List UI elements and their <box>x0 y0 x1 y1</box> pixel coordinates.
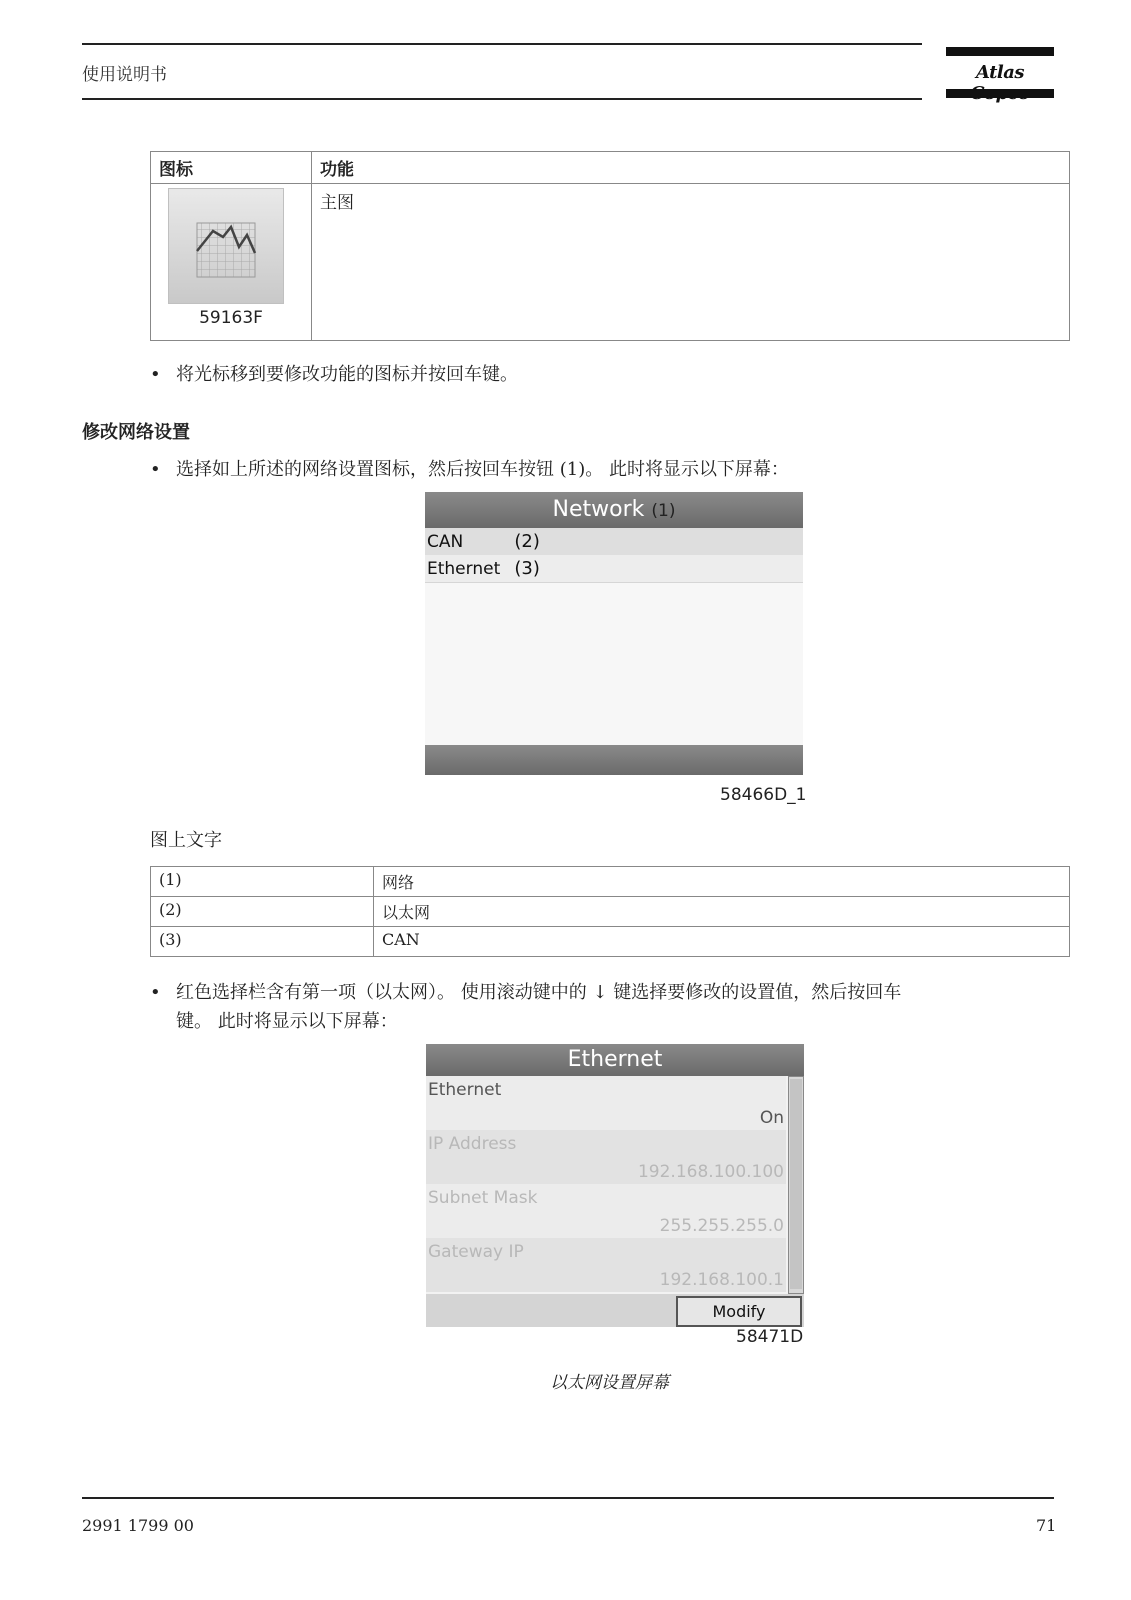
bullet-1: • 将光标移到要修改功能的图标并按回车键。 <box>150 364 518 385</box>
section-title: 修改网络设置 <box>82 422 190 443</box>
atlas-copco-logo <box>946 47 1054 99</box>
ethernet-field-ip-address[interactable] <box>426 1130 786 1184</box>
network-title: Network <box>552 497 645 522</box>
network-screen-footer <box>425 745 803 775</box>
legend-key: (1) <box>151 867 374 897</box>
bullet-3-line-2: 键。 此时将显示以下屏幕： <box>176 1011 398 1032</box>
field-value: 255.255.255.0 <box>659 1216 784 1236</box>
bullet-3: • 红色选择栏含有第一项（以太网）。 使用滚动键中的 ↓ 键选择要修改的设置值，然后按回车 键。 此时将显示以下屏幕： <box>150 982 902 1032</box>
field-value: On <box>759 1108 784 1128</box>
network-screen-code: 58466D_1 <box>720 785 807 805</box>
field-value: 192.168.100.100 <box>637 1162 784 1182</box>
field-label: IP Address <box>428 1134 517 1154</box>
legend-key: (2) <box>151 897 374 927</box>
ethernet-scrollbar[interactable] <box>788 1076 804 1294</box>
ethernet-screen-code: 58471D <box>736 1327 804 1347</box>
footer-page-number: 71 <box>1036 1516 1057 1535</box>
legend-key: (3) <box>151 927 374 957</box>
modify-button[interactable]: Modify <box>676 1296 802 1327</box>
legend-value: CAN <box>374 927 1070 957</box>
network-title-num: (1) <box>651 501 676 521</box>
header-rule-bottom <box>82 98 922 100</box>
bullet-2: • 选择如上所述的网络设置图标，然后按回车按钮 (1)。 此时将显示以下屏幕： <box>150 459 789 480</box>
network-item-label: CAN <box>427 532 464 552</box>
footer-doc-number: 2991 1799 00 <box>82 1516 194 1535</box>
network-screen-header <box>425 492 803 528</box>
network-item-ethernet[interactable] <box>425 555 803 583</box>
ethernet-field-ethernet[interactable] <box>426 1076 786 1130</box>
header-rule-top <box>82 43 922 45</box>
legend-row <box>151 927 1070 957</box>
network-item-num: (3) <box>514 558 540 579</box>
bullet-2-text: 选择如上所述的网络设置图标，然后按回车按钮 (1)。 此时将显示以下屏幕： <box>176 459 789 480</box>
ethernet-field-subnet-mask[interactable] <box>426 1184 786 1238</box>
scrollbar-thumb[interactable] <box>790 1079 802 1289</box>
icon-function-table <box>150 151 1070 341</box>
bullet-1-text: 将光标移到要修改功能的图标并按回车键。 <box>176 364 518 385</box>
field-label: Subnet Mask <box>428 1188 538 1208</box>
legend-title: 图上文字 <box>150 830 222 851</box>
field-value: 192.168.100.1 <box>659 1270 784 1290</box>
ethernet-screen-header <box>426 1044 804 1076</box>
ethernet-screen <box>426 1044 804 1327</box>
col-function-header: 功能 <box>312 152 1070 184</box>
network-screen <box>425 492 803 775</box>
figure-caption: 以太网设置屏幕 <box>550 1373 669 1393</box>
footer-rule <box>82 1497 1054 1499</box>
network-item-num: (2) <box>514 531 540 552</box>
ethernet-screen-footer <box>426 1294 804 1327</box>
col-icon-header: 图标 <box>151 152 312 184</box>
legend-value: 网络 <box>374 867 1070 897</box>
network-item-can[interactable] <box>425 528 803 555</box>
network-item-label: Ethernet <box>427 559 501 579</box>
ethernet-field-list <box>426 1076 786 1292</box>
ethernet-title: Ethernet <box>567 1047 663 1072</box>
legend-table <box>150 866 1070 957</box>
chart-graph-icon <box>168 188 284 304</box>
field-label: Ethernet <box>428 1080 502 1100</box>
field-label: Gateway IP <box>428 1242 524 1262</box>
legend-row <box>151 897 1070 927</box>
icon-code: 59163F <box>199 308 263 328</box>
header-title: 使用说明书 <box>82 65 167 85</box>
bullet-3-line-1: 红色选择栏含有第一项（以太网）。 使用滚动键中的 ↓ 键选择要修改的设置值，然后按回车 <box>176 982 902 1003</box>
icon-cell <box>151 184 312 341</box>
function-cell: 主图 <box>312 184 1070 341</box>
legend-value: 以太网 <box>374 897 1070 927</box>
logo-text: Atlas <box>975 62 1025 83</box>
legend-row <box>151 867 1070 897</box>
ethernet-field-gateway-ip[interactable] <box>426 1238 786 1292</box>
